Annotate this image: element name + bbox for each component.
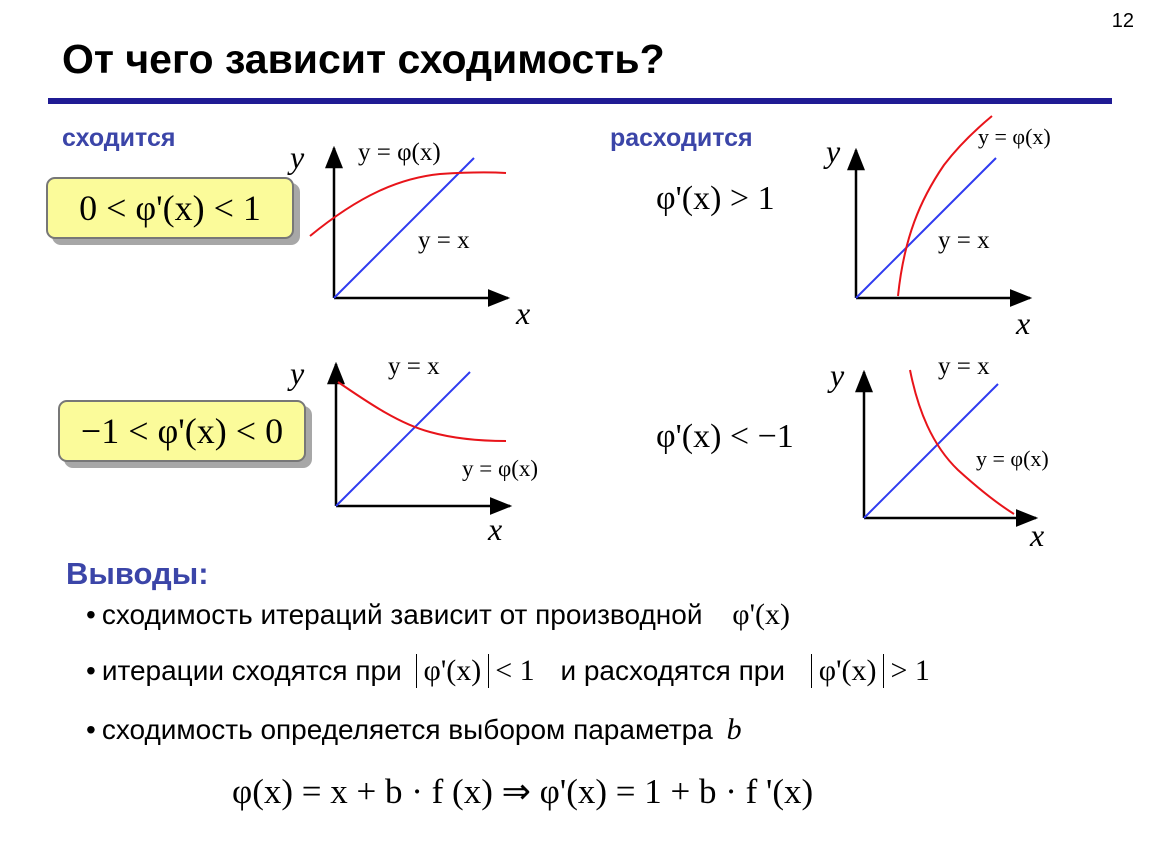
plot3-y-label: y — [290, 355, 305, 391]
plot2-line-label: y = x — [938, 227, 990, 254]
plot1-curve-label: y = φ(x) — [358, 139, 441, 166]
plot4-x-label: x — [1030, 517, 1045, 553]
conclusion-bullet-2 — [86, 654, 930, 688]
plot3-line-label: y = x — [388, 353, 440, 380]
bullet-dot: • — [86, 655, 96, 686]
plot4-line-label: y = x — [938, 353, 990, 380]
plot1-y-label: y — [290, 139, 305, 175]
bullet2-abs-a: φ'(x) — [416, 654, 490, 688]
condition-3-text: φ'(x) > 1 — [656, 180, 775, 217]
page-title: От чего зависит сходимость? — [62, 36, 665, 82]
plot2-curve-label: y = φ(x) — [978, 124, 1051, 149]
main-formula: φ(x) = x + b · f (x) ⇒ φ'(x) = 1 + b · f '(x) — [232, 772, 814, 811]
plot3-curve — [338, 382, 506, 441]
condition-4-text: φ'(x) < −1 — [656, 418, 794, 455]
plot4-curve — [910, 370, 1014, 514]
plot4-y-label: y — [830, 357, 845, 393]
bullet-dot: • — [86, 599, 96, 630]
conclusions-heading: Выводы: — [66, 556, 209, 591]
conclusion-bullet-3 — [86, 713, 742, 747]
plot3-x-label: x — [488, 511, 503, 547]
plot-diverges-monotone — [823, 116, 1051, 341]
condition-1-text: 0 < φ'(x) < 1 — [79, 188, 261, 228]
condition-2-text: −1 < φ'(x) < 0 — [80, 411, 284, 451]
bullet2-abs-b: φ'(x) — [811, 654, 885, 688]
bullet2-text-a: итерации сходятся при — [101, 655, 402, 686]
plot3-curve-label: y = φ(x) — [462, 456, 539, 481]
plot-diverges-oscillating — [827, 353, 1049, 553]
plot1-curve — [310, 172, 506, 236]
diverges-label: расходится — [610, 124, 753, 152]
plot1-x-label: x — [516, 295, 531, 331]
plot2-y-label: y — [826, 133, 841, 169]
plot-converges-monotone — [287, 139, 530, 331]
plot1-line-label: y = x — [418, 227, 470, 254]
slide-number: 12 — [1111, 10, 1134, 32]
converges-label: сходится — [62, 124, 176, 152]
bullet1-text: сходимость итераций зависит от производной — [101, 599, 703, 630]
bullet2-cmp-a: < 1 — [495, 654, 535, 687]
bullet3-math: b — [726, 713, 742, 746]
plot-converges-oscillating — [287, 353, 538, 547]
bullet3-text: сходимость определяется выбором параметра — [101, 714, 713, 745]
bullet2-text-b: и расходятся при — [560, 655, 785, 686]
conclusion-bullet-1 — [86, 598, 790, 632]
plot4-curve-label: y = φ(x) — [976, 446, 1049, 471]
bullet2-cmp-b: > 1 — [890, 654, 930, 687]
plot3-identity-line — [336, 372, 470, 506]
plot2-x-label: x — [1016, 305, 1031, 341]
bullet-dot: • — [86, 714, 96, 745]
bullet1-math: φ'(x) — [732, 598, 790, 631]
